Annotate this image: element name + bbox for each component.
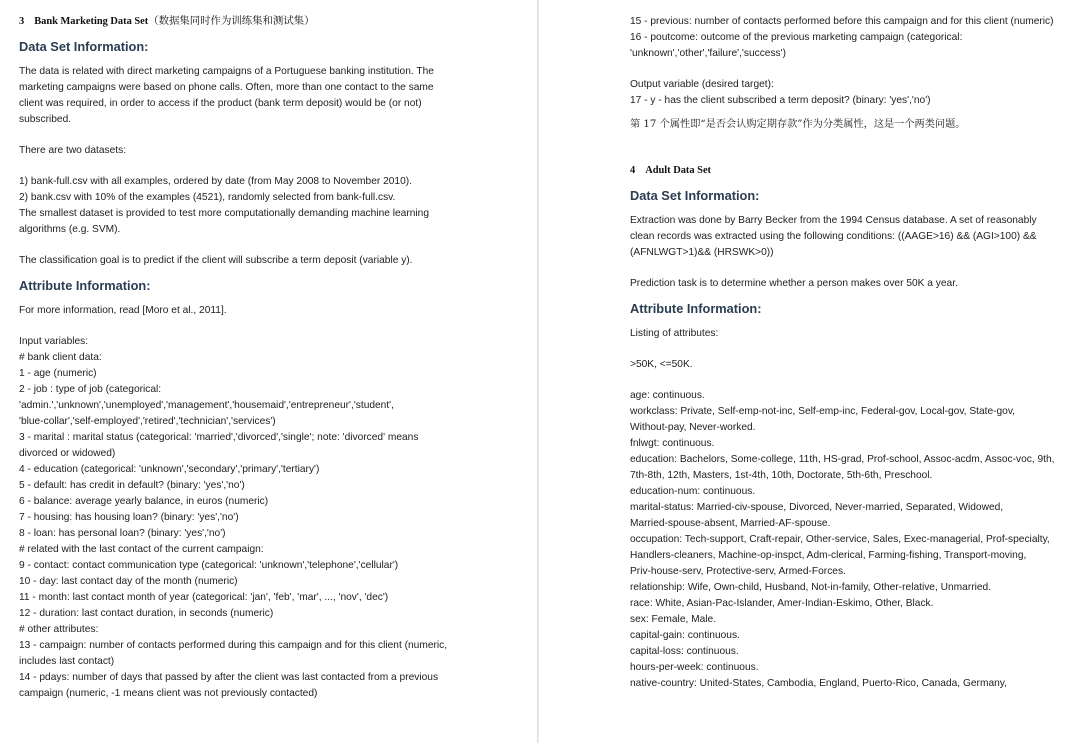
attribute-line: 8 - loan: has personal loan? (binary: 'yes','no') [19, 528, 226, 539]
adult-data-set-information-heading: Data Set Information: [630, 188, 760, 203]
attribute-line: age: continuous. [630, 390, 705, 401]
adult-attribute-information-heading: Attribute Information: [630, 301, 762, 316]
attribute-line: 1 - age (numeric) [19, 368, 97, 379]
left-page [0, 0, 537, 743]
attribute-line: 10 - day: last contact day of the month (numeric) [19, 576, 238, 587]
attribute-line: 7 - housing: has housing loan? (binary: 'yes','no') [19, 512, 239, 523]
attribute-line: 5 - default: has credit in default? (binary: 'yes','no') [19, 480, 245, 491]
section-3-title: 3 Bank Marketing Data Set（数据集同时作为训练集和测试集） [19, 16, 315, 27]
attribute-line: 'blue-collar','self-employed','retired','technician','services') [19, 416, 276, 427]
attribute-line: Handlers-cleaners, Machine-op-inspct, Adm-clerical, Farming-fishing, Transport-moving, [630, 550, 1027, 561]
attribute-line: 3 - marital : marital status (categorical: 'married','divorced','single'; note: 'divorced' means [19, 432, 419, 443]
more-info-reference: For more information, read [Moro et al., 2011]. [19, 305, 227, 316]
attribute-line: native-country: United-States, Cambodia, England, Puerto-Rico, Canada, Germany, [630, 678, 1007, 689]
attribute-line: 'admin.','unknown','unemployed','management','housemaid','entrepreneur','student', [19, 400, 394, 411]
attribute-line: 15 - previous: number of contacts performed before this campaign and for this client (numeric) [630, 16, 1054, 27]
attribute-line: 6 - balance: average yearly balance, in euros (numeric) [19, 496, 269, 507]
attribute-line: occupation: Tech-support, Craft-repair, Other-service, Sales, Exec-managerial, Prof-specialty, [630, 534, 1050, 545]
attribute-line: education: Bachelors, Some-college, 11th, HS-grad, Prof-school, Assoc-acdm, Assoc-voc, 9th, [630, 454, 1055, 465]
class-labels: >50K, <=50K. [630, 359, 693, 370]
attribute-line: Input variables: [19, 336, 89, 347]
attribute-line: 4 - education (categorical: 'unknown','secondary','primary','tertiary') [19, 464, 320, 475]
attribute-line: 2 - job : type of job (categorical: [19, 384, 162, 395]
bank-attribute-information-heading: Attribute Information: [19, 278, 151, 293]
datasets-intro: There are two datasets: [19, 145, 127, 156]
attribute-line: 11 - month: last contact month of year (categorical: 'jan', 'feb', 'mar', ..., 'nov', 'dec') [19, 592, 389, 603]
attribute-line: # other attributes: [19, 624, 99, 635]
attribute-line: 12 - duration: last contact duration, in seconds (numeric) [19, 608, 274, 619]
attribute-line: marital-status: Married-civ-spouse, Divorced, Never-married, Separated, Widowed, [630, 502, 1004, 513]
attribute-line: workclass: Private, Self-emp-not-inc, Self-emp-inc, Federal-gov, Local-gov, State-gov, [630, 406, 1016, 417]
attribute-line: campaign (numeric, -1 means client was not previously contacted) [19, 688, 318, 699]
attribute-line: # related with the last contact of the current campaign: [19, 544, 264, 555]
attribute-line: # bank client data: [19, 352, 102, 363]
attribute-line: Without-pay, Never-worked. [630, 422, 756, 433]
chinese-note: 第 17 个属性即“是否会认购定期存款”作为分类属性，这是一个两类问题。 [630, 119, 966, 130]
attribute-line: hours-per-week: continuous. [630, 662, 759, 673]
attribute-line: race: White, Asian-Pac-Islander, Amer-Indian-Eskimo, Other, Black. [630, 598, 934, 609]
page-divider [537, 0, 539, 743]
section-4-title: 4 Adult Data Set [630, 165, 712, 176]
adult-description-paragraph: Extraction was done by Barry Becker from the 1994 Census database. A set of reasonably clean records was extracted using the following conditions: ((AAGE>16) && (AGI>100) && (AFNLWGT>1)&& (HRSWK>0)) [630, 215, 1037, 258]
listing-of-attributes: Listing of attributes: [630, 328, 719, 339]
bank-data-set-information-heading: Data Set Information: [19, 39, 149, 54]
attribute-line: 13 - campaign: number of contacts performed during this campaign and for this client (numeric, [19, 640, 448, 651]
bank-description-paragraph: The data is related with direct marketing campaigns of a Portuguese banking institution. The marketing campaigns were based on phone calls. Often, more than one contact to the same client was required, in order to access if the product (bank term deposit) would be (or not) subscribed. [19, 66, 434, 125]
attribute-line: relationship: Wife, Own-child, Husband, Not-in-family, Other-relative, Unmarried. [630, 582, 992, 593]
attribute-line: education-num: continuous. [630, 486, 756, 497]
attribute-line: capital-loss: continuous. [630, 646, 739, 657]
attribute-line: 'unknown','other','failure','success') [630, 48, 786, 59]
attribute-line: 9 - contact: contact communication type (categorical: 'unknown','telephone','cellular') [19, 560, 399, 571]
attribute-line: fnlwgt: continuous. [630, 438, 715, 449]
attribute-line: Priv-house-serv, Protective-serv, Armed-Forces. [630, 566, 846, 577]
prediction-task: Prediction task is to determine whether a person makes over 50K a year. [630, 278, 958, 289]
datasets-list: 1) bank-full.csv with all examples, ordered by date (from May 2008 to November 2010). 2) bank.csv with 10% of the examples (4521), randomly selected from bank-full.csv. The smallest dataset is provided to test more computationally demanding machine learning algorithms (e.g. SVM). [19, 176, 429, 235]
bank-attribute-list-continued [630, 14, 1070, 62]
attribute-line: sex: Female, Male. [630, 614, 717, 625]
attribute-line: includes last contact) [19, 656, 115, 667]
bank-attribute-list [19, 334, 525, 702]
classification-goal: The classification goal is to predict if the client will subscribe a term deposit (variable y). [19, 255, 413, 266]
adult-attribute-list [630, 388, 1070, 692]
attribute-line: capital-gain: continuous. [630, 630, 740, 641]
attribute-line: 16 - poutcome: outcome of the previous marketing campaign (categorical: [630, 32, 963, 43]
attribute-line: divorced or widowed) [19, 448, 116, 459]
attribute-line: 7th-8th, 12th, Masters, 1st-4th, 10th, Doctorate, 5th-6th, Preschool. [630, 470, 933, 481]
right-page [540, 0, 1080, 743]
output-variable: Output variable (desired target): 17 - y - has the client subscribed a term deposit? (binary: 'yes','no') [630, 79, 931, 106]
attribute-line: 14 - pdays: number of days that passed by after the client was last contacted from a previous [19, 672, 439, 683]
attribute-line: Married-spouse-absent, Married-AF-spouse. [630, 518, 831, 529]
